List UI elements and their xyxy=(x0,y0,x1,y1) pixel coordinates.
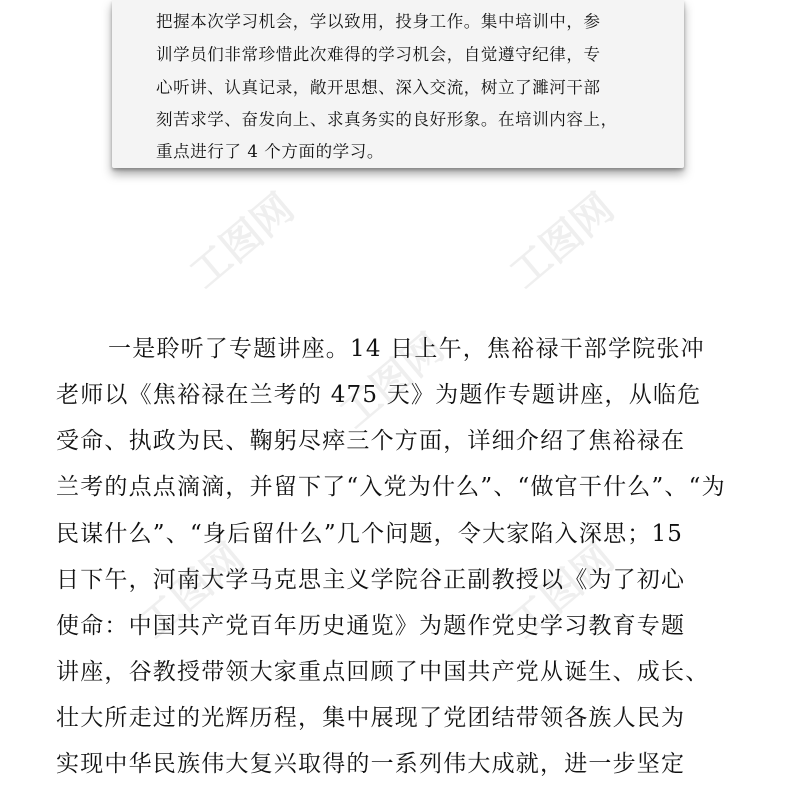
card-line-1: 把握本次学习机会，学以致用，投身工作。集中培训中，参 xyxy=(156,12,601,31)
body-line-4: 兰考的点点滴滴，并留下了“入党为什么”、“做官干什么”、“为 xyxy=(56,474,726,500)
card-line-2: 训学员们非常珍惜此次难得的学习机会，自觉遵守纪律，专 xyxy=(156,45,601,64)
card-line-5: 重点进行了 4 个方面的学习。 xyxy=(156,142,384,161)
body-line-10: 实现中华民族伟大复兴取得的一系列伟大成就，进一步坚定 xyxy=(56,751,686,777)
body-line-9: 壮大所走过的光辉历程，集中展现了党团结带领各族人民为 xyxy=(56,705,686,731)
card-line-4: 刻苦求学、奋发向上、求真务实的良好形象。在培训内容上， xyxy=(156,110,618,129)
card-line-3: 心听讲、认真记录，敞开思想、深入交流，树立了濉河干部 xyxy=(156,78,601,97)
watermark: 工图网 xyxy=(131,534,253,648)
watermark: 工图网 xyxy=(501,184,623,298)
body-line-6: 日下午，河南大学马克思主义学院谷正副教授以《为了初心 xyxy=(56,567,686,593)
body-line-7: 使命：中国共产党百年历史通览》为题作党史学习教育专题 xyxy=(56,613,686,639)
quote-card xyxy=(112,0,684,168)
body-line-8: 讲座，谷教授带领大家重点回顾了中国共产党从诞生、成长、 xyxy=(56,659,710,685)
watermark: 工图网 xyxy=(181,184,303,298)
body-line-5: 民谋什么”、“身后留什么”几个问题，令大家陷入深思；15 xyxy=(56,521,684,547)
watermark: 工图网 xyxy=(331,324,453,438)
watermark: 工图网 xyxy=(501,534,623,648)
body-line-3: 受命、执政为民、鞠躬尽瘁三个方面，详细介绍了焦裕禄在 xyxy=(56,428,686,454)
body-line-1: 一是聆听了专题讲座。14 日上午，焦裕禄干部学院张冲 xyxy=(108,336,705,362)
body-line-2: 老师以《焦裕禄在兰考的 475 天》为题作专题讲座，从临危 xyxy=(56,382,702,408)
